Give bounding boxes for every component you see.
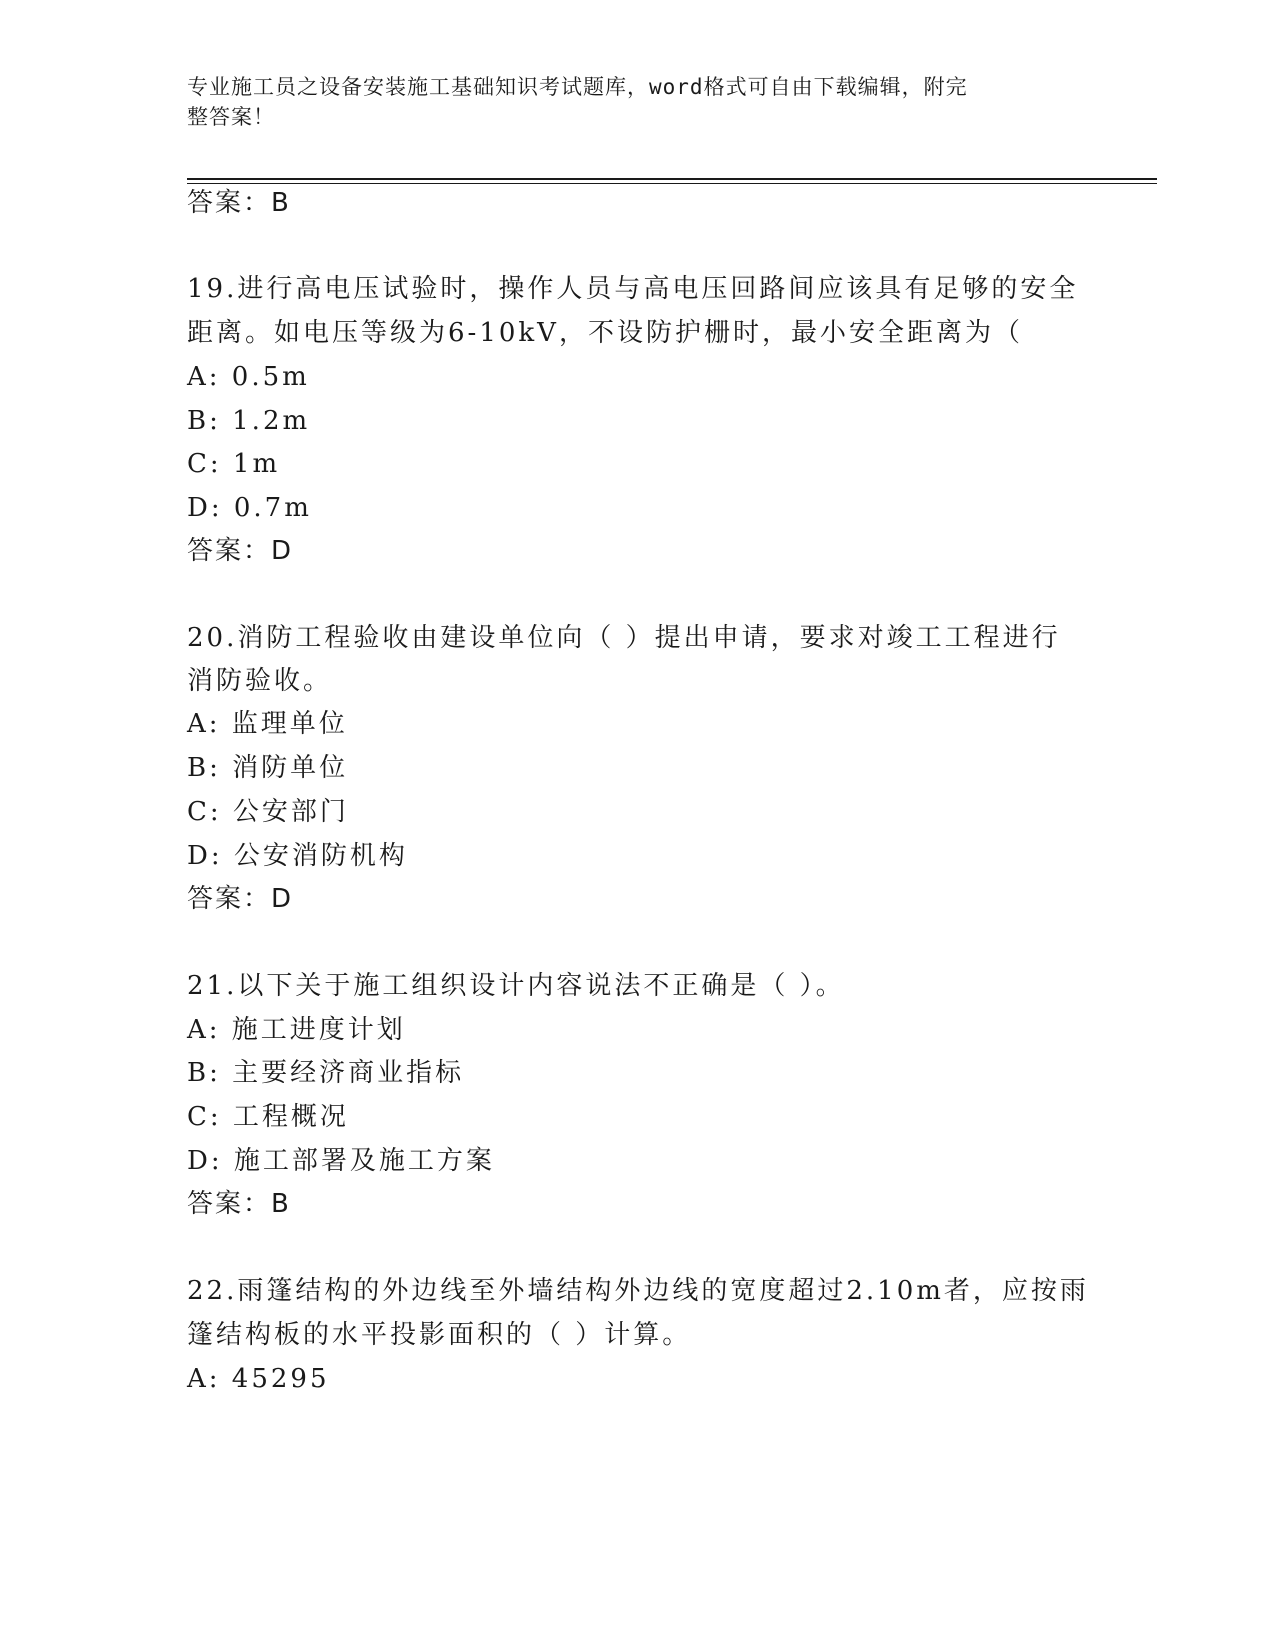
q21-option-b: B: 主要经济商业指标 bbox=[187, 1058, 465, 1088]
answer-q20: 答案：D bbox=[187, 884, 294, 914]
q19-option-c: C: 1m bbox=[187, 449, 281, 479]
header-rule-thin bbox=[187, 183, 1157, 184]
q21-text-line-1: 21.以下关于施工组织设计内容说法不正确是（ ）。 bbox=[187, 971, 845, 1001]
header-line-2: 整答案！ bbox=[187, 105, 275, 129]
answer-q21: 答案：B bbox=[187, 1189, 291, 1219]
q21-option-a: A: 施工进度计划 bbox=[187, 1015, 406, 1045]
q20-option-d: D: 公安消防机构 bbox=[187, 841, 408, 871]
q21-option-d: D: 施工部署及施工方案 bbox=[187, 1146, 495, 1176]
q20-text-line-1: 20.消防工程验收由建设单位向（ ）提出申请，要求对竣工工程进行 bbox=[187, 623, 1061, 653]
q20-option-a: A: 监理单位 bbox=[187, 709, 348, 739]
q21-option-c: C: 工程概况 bbox=[187, 1102, 349, 1132]
q19-option-a: A: 0.5m bbox=[187, 362, 310, 392]
header-rule-thick bbox=[187, 178, 1157, 180]
answer-q18: 答案：B bbox=[187, 188, 291, 218]
q22-option-a: A: 45295 bbox=[187, 1364, 330, 1394]
q19-option-b: B: 1.2m bbox=[187, 406, 311, 436]
q20-option-c: C: 公安部门 bbox=[187, 797, 349, 827]
q19-text-line-2: 距离。如电压等级为6-10kV，不设防护栅时，最小安全距离为（ bbox=[187, 318, 1023, 348]
q20-option-b: B: 消防单位 bbox=[187, 753, 349, 783]
q19-text-line-1: 19.进行高电压试验时，操作人员与高电压回路间应该具有足够的安全 bbox=[187, 274, 1079, 304]
q19-option-d: D: 0.7m bbox=[187, 493, 312, 523]
document-header bbox=[187, 72, 1087, 132]
answer-q19: 答案：D bbox=[187, 536, 294, 566]
q22-text-line-2: 篷结构板的水平投影面积的（ ）计算。 bbox=[187, 1320, 692, 1350]
q20-text-line-2: 消防验收。 bbox=[187, 666, 333, 696]
q22-text-line-1: 22.雨篷结构的外边线至外墙结构外边线的宽度超过2.10m者，应按雨 bbox=[187, 1276, 1089, 1306]
header-line-1: 专业施工员之设备安装施工基础知识考试题库，word格式可自由下载编辑，附完 bbox=[187, 75, 968, 99]
